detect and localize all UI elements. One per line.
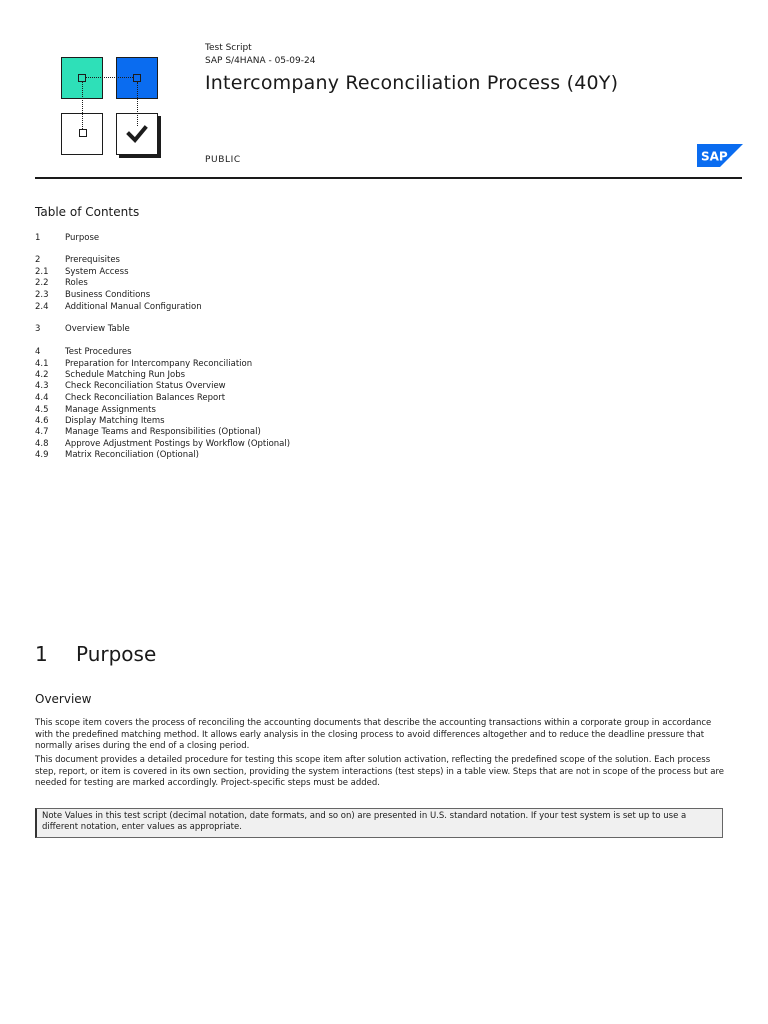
header-divider — [35, 177, 742, 179]
toc-entry[interactable]: 4.1 Preparation for Intercompany Reconciliation — [35, 359, 253, 369]
toc-entry[interactable]: 4.2 Schedule Matching Run Jobs — [35, 370, 186, 380]
toc-entry[interactable]: 4.7 Manage Teams and Responsibilities (Optional) — [35, 427, 261, 437]
classification-label: PUBLIC — [205, 155, 241, 165]
note-box: Note Values in this test script (decimal notation, date formats, and so on) are presented in U.S. standard notation. If your test system is set up to use a different notation, enter values as appropriate. — [35, 808, 723, 838]
toc-title: Table of Contents — [35, 205, 140, 219]
sap-logo — [697, 144, 743, 167]
toc-entry[interactable]: 4.9 Matrix Reconciliation (Optional) — [35, 450, 199, 460]
overview-paragraph-2: This document provides a detailed procedure for testing this scope item after solution activation, reflecting the predefined scope of the solution. Each process step, report, or item is covered in its own section, providing the system interactions (test steps) in a table view. Steps that are not in scope of the process but are needed for testing are marked accordingly. Project-specific steps must be added. — [35, 755, 725, 788]
page-title: Intercompany Reconciliation Process (40Y) — [205, 72, 619, 94]
toc-entry[interactable]: 2.4 Additional Manual Configuration — [35, 302, 202, 312]
toc-entry[interactable]: 2.3 Business Conditions — [35, 290, 151, 300]
toc-entry[interactable]: 2 Prerequisites — [35, 255, 120, 265]
connector-node-icon — [79, 129, 87, 137]
toc-entry[interactable]: 4.4 Check Reconciliation Balances Report — [35, 393, 226, 403]
toc-entry[interactable]: 4 Test Procedures — [35, 347, 132, 357]
overview-paragraph-1: This scope item covers the process of reconciling the accounting documents that describe the accounting transactions within a corporate group in accordance with the predefined matching method. It allows early analysis in the closing process to avoid differences altogether and to reduce the deadline pressure that normally arises during the end of a closing period. — [35, 718, 712, 751]
section-title: Purpose — [76, 642, 157, 666]
connector-node-icon — [133, 74, 141, 82]
toc-entry[interactable]: 4.6 Display Matching Items — [35, 416, 165, 426]
connector-line — [137, 82, 138, 126]
toc-entry[interactable]: 4.8 Approve Adjustment Postings by Workflow (Optional) — [35, 439, 291, 449]
sap-logo-text: SAP — [701, 149, 728, 164]
section-number: 1 — [35, 642, 48, 666]
subsection-heading: Overview — [35, 692, 92, 706]
toc-entry[interactable]: 3 Overview Table — [35, 324, 130, 334]
connector-line — [82, 82, 83, 129]
connector-node-icon — [78, 74, 86, 82]
section-heading — [35, 642, 156, 666]
toc-entry[interactable]: 2.1 System Access — [35, 267, 129, 277]
toc-entry[interactable]: 4.3 Check Reconciliation Status Overview — [35, 381, 226, 391]
doc-type: Test Script — [205, 43, 252, 53]
version-line: SAP S/4HANA - 05-09-24 — [205, 56, 316, 66]
toc-entry[interactable]: 1 Purpose — [35, 233, 100, 243]
toc-entry[interactable]: 2.2 Roles — [35, 278, 88, 288]
connector-line — [86, 77, 133, 78]
toc-entry[interactable]: 4.5 Manage Assignments — [35, 405, 156, 415]
